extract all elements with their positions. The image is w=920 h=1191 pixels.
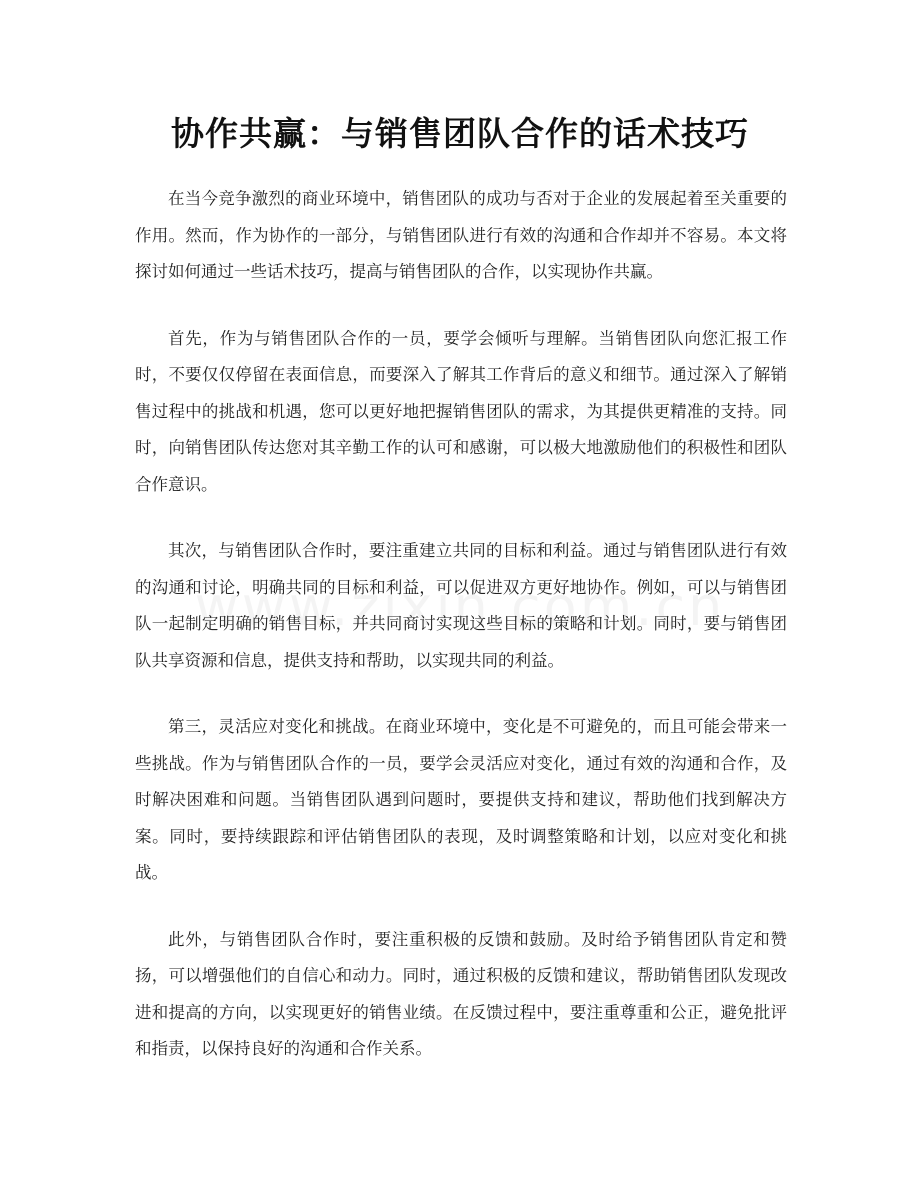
document-title: 协作共赢：与销售团队合作的话术技巧 [171,114,749,153]
paragraph-2: 首先，作为与销售团队合作的一员，要学会倾听与理解。当销售团队向您汇报工作时，不要仅仅停留在表面信息，而要深入了解其工作背后的意义和细节。通过深入了解销售过程中的挑战和机遇，您可以更好地把握销售团队的需求，为其提供更精准的支持。同时，向销售团队传达您对其辛勤工作的认可和感谢，可以极大地激励他们的积极性和团队合作意识。 [135,328,787,494]
document-body [135,181,787,1098]
paragraph-1: 在当今竞争激烈的商业环境中，销售团队的成功与否对于企业的发展起着至关重要的作用。然而，作为协作的一部分，与销售团队进行有效的沟通和合作却并不容易。本文将探讨如何通过一些话术技巧，提高与销售团队的合作，以实现协作共赢。 [135,189,787,281]
paragraph-4: 第三，灵活应对变化和挑战。在商业环境中，变化是不可避免的，而且可能会带来一些挑战。作为与销售团队合作的一员，要学会灵活应对变化，通过有效的沟通和合作，及时解决困难和问题。当销售团队遇到问题时，要提供支持和建议，帮助他们找到解决方案。同时，要持续跟踪和评估销售团队的表现，及时调整策略和计划，以应对变化和挑战。 [135,717,787,882]
paragraph-5: 此外，与销售团队合作时，要注重积极的反馈和鼓励。及时给予销售团队肯定和赞扬，可以增强他们的自信心和动力。同时，通过积极的反馈和建议，帮助销售团队发现改进和提高的方向，以实现更好的销售业绩。在反馈过程中，要注重尊重和公正，避免批评和指责，以保持良好的沟通和合作关系。 [135,929,787,1058]
paragraph-3: 其次，与销售团队合作时，要注重建立共同的目标和利益。通过与销售团队进行有效的沟通和讨论，明确共同的目标和利益，可以促进双方更好地协作。例如，可以与销售团队一起制定明确的销售目标，并共同商讨实现这些目标的策略和计划。同时，要与销售团队共享资源和信息，提供支持和帮助，以实现共同的利益。 [135,541,787,670]
